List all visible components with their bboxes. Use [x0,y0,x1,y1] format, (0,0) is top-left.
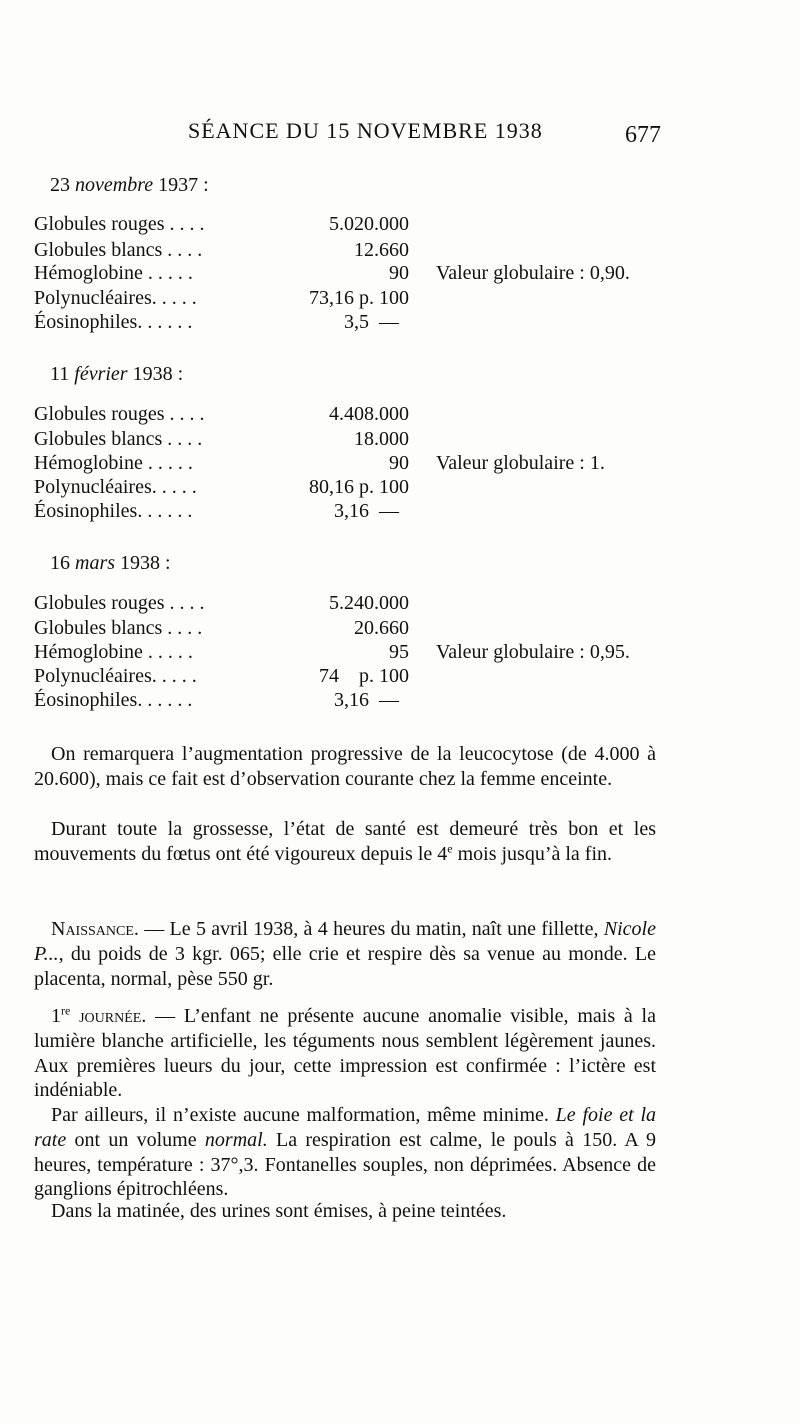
paragraph-premiere-journee: 1re journée. — L’enfant ne présente aucune anomalie visible, mais à la lumière blanche artificielle, les téguments nous semblent légèrement jaunes. Aux premières lueurs du jour, cette impression est confirmée : l’ictère est indéniable. [34,1003,656,1102]
lab-row: Polynucléaires. . . . . 73,16 p. 100 [34,287,409,309]
lab-row: Hémoglobine . . . . . 90 Valeur globulaire : 0,90. [34,262,630,284]
lab-row: Polynucléaires. . . . . 74 p. 100 [34,665,409,687]
lab-row: Polynucléaires. . . . . 80,16 p. 100 [34,476,409,498]
lab-row: Globules blancs . . . . 12.660 [34,239,409,261]
lab-row: Hémoglobine . . . . . 90 Valeur globulaire : 1. [34,452,605,474]
lab-row: Éosinophiles. . . . . . 3,5 — [34,311,409,333]
lab-row: Globules blancs . . . . 20.660 [34,617,409,639]
date-heading: 23 novembre 1937 : [50,174,209,196]
section-label: Naissance. [51,918,139,940]
section-label: journée. [70,1005,147,1027]
running-title: SÉANCE DU 15 NOVEMBRE 1938 [188,118,543,143]
paragraph-leucocytose: On remarquera l’augmentation progressive de la leucocytose (de 4.000 à 20.600), mais ce fait est d’observation courante chez la femme enceinte. [34,743,656,790]
paragraph-urines: Dans la matinée, des urines sont émises, à peine teintées. [51,1200,507,1222]
lab-row: Éosinophiles. . . . . . 3,16 — [34,500,409,522]
lab-row: Globules rouges . . . . 5.020.000 [34,213,409,235]
page-header [0,118,800,152]
lab-row: Hémoglobine . . . . . 95 Valeur globulaire : 0,95. [34,641,630,663]
paragraph-naissance: Naissance. — Le 5 avril 1938, à 4 heures du matin, naît une fillette, Nicole P..., du poids de 3 kgr. 065; elle crie et respire dès sa venue au monde. Le placenta, normal, pèse 550 gr. [34,918,656,990]
lab-row: Globules blancs . . . . 18.000 [34,428,409,450]
lab-row: Globules rouges . . . . 4.408.000 [34,403,409,425]
date-heading: 11 février 1938 : [50,363,184,385]
lab-row: Globules rouges . . . . 5.240.000 [34,592,409,614]
paragraph-examen: Par ailleurs, il n’existe aucune malformation, même minime. Le foie et la rate ont un volume normal. La respiration est calme, le pouls à 150. A 9 heures, température : 37°,3. Fontanelles souples, non déprimées. Absence de ganglions épitrochléens. [34,1104,657,1201]
paragraph-grossesse: Durant toute la grossesse, l’état de santé est demeuré très bon et les mouvements du fœtus ont été vigoureux depuis le 4e mois jusqu’à la fin. [34,818,656,865]
lab-row: Éosinophiles. . . . . . 3,16 — [34,689,409,711]
page-number: 677 [625,122,661,148]
date-heading: 16 mars 1938 : [50,552,171,574]
